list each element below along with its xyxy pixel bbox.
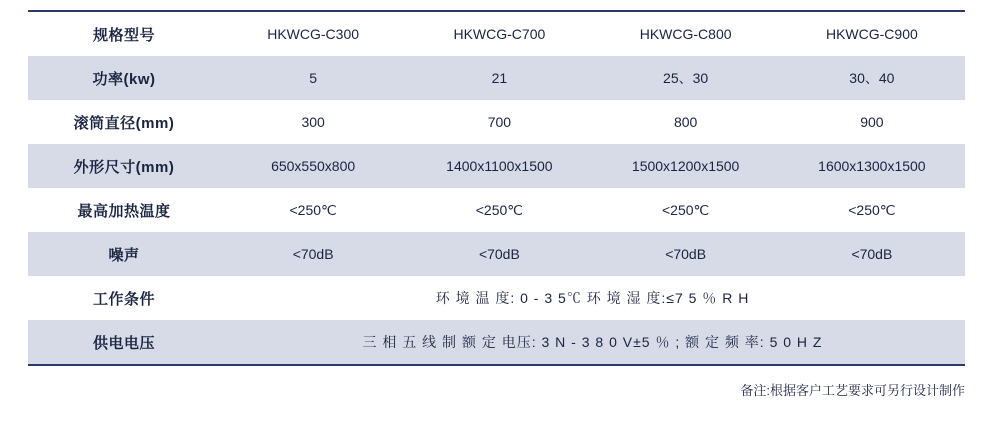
- table-cell: 30、40: [849, 70, 895, 86]
- table-cell: <250℃: [848, 201, 896, 218]
- table-cell: <70dB: [478, 246, 520, 262]
- table-cell: <250℃: [289, 201, 337, 218]
- table-cell: 25、30: [663, 70, 709, 86]
- table-cell: HKWCG-C300: [267, 26, 360, 42]
- table-cell: HKWCG-C800: [639, 26, 732, 42]
- table-body: [28, 12, 965, 364]
- table-cell: 700: [487, 114, 512, 130]
- table-row: [28, 100, 965, 144]
- table-cell: 900: [860, 114, 884, 130]
- row-label: 规格型号: [92, 26, 155, 44]
- table-cell: <70dB: [665, 246, 707, 262]
- spec-table-page: [0, 10, 993, 446]
- table-cell: HKWCG-C900: [825, 26, 918, 42]
- row-label: 功率(kw): [92, 70, 156, 88]
- table-row: [28, 276, 965, 320]
- row-label: 噪声: [108, 246, 140, 264]
- table-cell-merged: 三 相 五 线 制 额 定 电压: 3 N - 3 8 0 V±5 ％ ; 额 定 频 率: 5 0 H Z: [362, 334, 823, 350]
- table-cell: 800: [673, 114, 698, 130]
- table-cell: 1500x1200x1500: [631, 158, 740, 174]
- table-cell: <250℃: [661, 201, 710, 218]
- table-cell: 1600x1300x1500: [818, 158, 926, 174]
- table-row: [28, 144, 965, 188]
- row-label: 外形尺寸(mm): [73, 158, 175, 176]
- table-cell: 1400x1100x1500: [446, 158, 553, 174]
- row-label: 最高加热温度: [77, 202, 171, 220]
- table-note: 备注:根据客户工艺要求可另行设计制作: [740, 383, 965, 398]
- table-cell: <250℃: [475, 201, 523, 218]
- specification-table: [28, 12, 965, 364]
- table-cell: 650x550x800: [271, 158, 356, 174]
- row-label: 滚筒直径(mm): [73, 114, 175, 132]
- table-cell: <70dB: [851, 246, 893, 262]
- row-label: 供电电压: [92, 334, 155, 352]
- row-label: 工作条件: [92, 290, 155, 308]
- table-cell: HKWCG-C700: [453, 26, 546, 42]
- table-row: [28, 56, 965, 100]
- table-cell: 21: [491, 70, 508, 86]
- table-cell: 300: [301, 114, 325, 130]
- table-row: [28, 232, 965, 276]
- table-cell: 5: [309, 70, 318, 86]
- table-row: [28, 320, 965, 364]
- table-cell: <70dB: [292, 246, 334, 262]
- table-row: [28, 188, 965, 232]
- table-row: [28, 12, 965, 56]
- table-cell-merged: 环 境 温 度: 0 - 3 5℃ 环 境 湿 度:≤7 5 ％ R H: [435, 290, 750, 306]
